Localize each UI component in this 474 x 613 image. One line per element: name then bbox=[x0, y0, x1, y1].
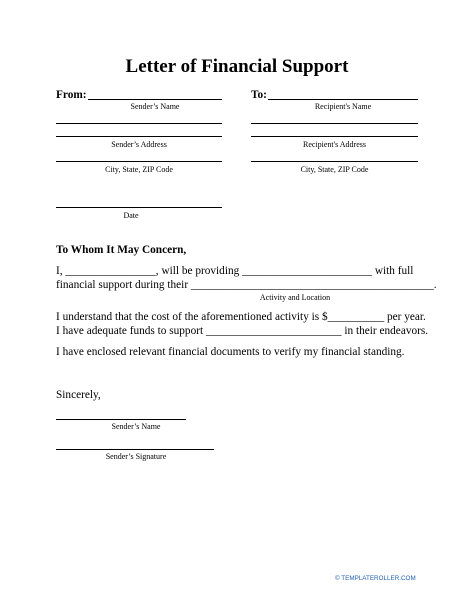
signature-field[interactable] bbox=[56, 449, 214, 450]
to-label: To: bbox=[251, 89, 267, 101]
footer-copyright[interactable]: © TEMPLATEROLLER.COM bbox=[335, 575, 416, 582]
sender-address-line-2[interactable] bbox=[56, 136, 222, 137]
para1-text-3: with full bbox=[372, 265, 414, 277]
sender-city-caption: City, State, ZIP Code bbox=[105, 165, 173, 174]
cost-blank[interactable]: __________ bbox=[327, 311, 385, 323]
sender-name-caption: Sender’s Name bbox=[130, 102, 180, 111]
signature-caption: Sender’s Signature bbox=[105, 452, 167, 461]
sender-city-field[interactable] bbox=[56, 161, 222, 162]
sender-address-caption: Sender’s Address bbox=[111, 140, 167, 149]
recipient-address-line-1[interactable] bbox=[251, 123, 418, 124]
para1-text-5: . bbox=[433, 279, 437, 291]
recipient-city-caption: City, State, ZIP Code bbox=[300, 165, 369, 174]
para1-text-1: I, bbox=[56, 265, 66, 277]
signature-name-field[interactable] bbox=[56, 419, 186, 420]
para1-text-4: financial support during their bbox=[56, 279, 191, 291]
date-field[interactable] bbox=[56, 207, 222, 208]
para2-text-3: I have adequate funds to support bbox=[56, 325, 206, 337]
para2-line1 bbox=[56, 311, 426, 323]
date-caption: Date bbox=[123, 211, 139, 220]
para1-line1 bbox=[56, 265, 413, 277]
supported-person-blank[interactable]: _______________________ bbox=[242, 265, 373, 277]
para2-text-4: in their endeavors. bbox=[341, 325, 429, 337]
document-title: Letter of Financial Support bbox=[125, 56, 349, 77]
sender-name-field[interactable] bbox=[88, 99, 222, 100]
activity-caption: Activity and Location bbox=[259, 293, 331, 302]
recipient-name-field[interactable] bbox=[268, 99, 418, 100]
signature-name-caption: Sender’s Name bbox=[111, 422, 161, 431]
salutation: To Whom It May Concern, bbox=[56, 244, 187, 256]
para1-line2 bbox=[56, 279, 437, 291]
para2-line2 bbox=[56, 325, 428, 337]
activity-blank[interactable]: ___________________________________________ bbox=[190, 279, 434, 291]
recipient-address-line-2[interactable] bbox=[251, 136, 418, 137]
from-label: From: bbox=[56, 89, 87, 101]
recipient-city-field[interactable] bbox=[251, 161, 418, 162]
recipient-address-caption: Recipient's Address bbox=[303, 140, 366, 149]
name-blank[interactable]: ________________ bbox=[65, 265, 156, 277]
recipient-name-caption: Recipient's Name bbox=[314, 102, 372, 111]
para1-text-2: , will be providing bbox=[155, 265, 243, 277]
para3: I have enclosed relevant financial documents to verify my financial standing. bbox=[56, 346, 405, 358]
closing: Sincerely, bbox=[56, 389, 101, 401]
para2-text-1: I understand that the cost of the aforementioned activity is $ bbox=[56, 311, 328, 323]
para2-text-2: per year. bbox=[384, 311, 426, 323]
sender-address-line-1[interactable] bbox=[56, 123, 222, 124]
support-blank[interactable]: ________________________ bbox=[205, 325, 342, 337]
